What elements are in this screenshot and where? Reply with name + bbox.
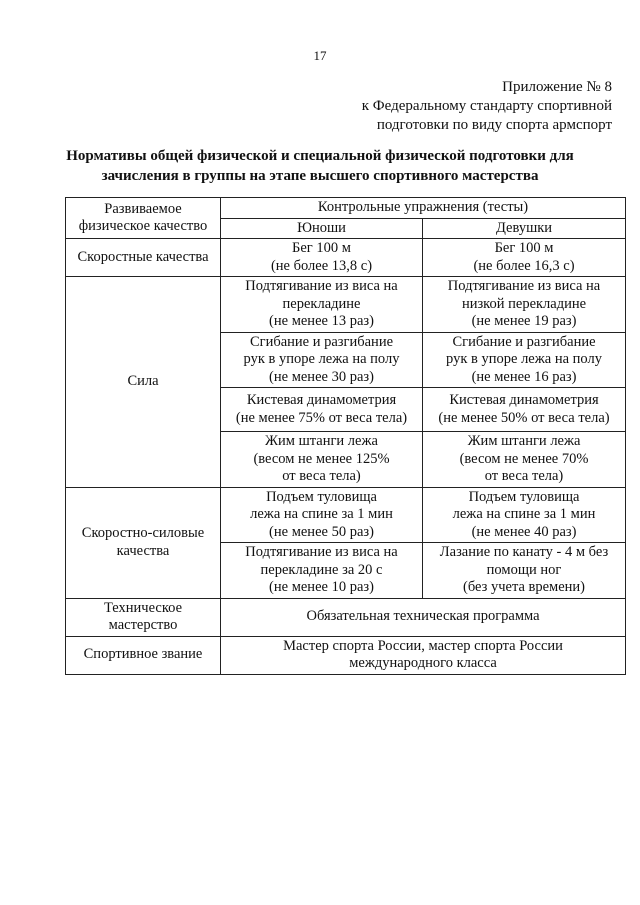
cell-line: Сгибание и разгибание [452, 333, 596, 350]
cell-line: (не менее 19 раз) [471, 313, 577, 329]
cell-line: Лазание по канату - 4 м без [439, 544, 609, 560]
speed-boys-cell [221, 239, 423, 277]
cell-line: Подтягивание из виса на [447, 278, 601, 294]
strength-girls-cell [423, 432, 626, 488]
cell-line: мастерство [108, 617, 178, 633]
speed-strength-boys-cell [221, 543, 423, 599]
page-number: 17 [313, 48, 327, 63]
quality-strength-cell: Сила [66, 277, 221, 488]
header-tests-cell: Контрольные упражнения (тесты) [221, 198, 626, 219]
cell-line: (не менее 30 раз) [269, 368, 374, 385]
header-boys-cell: Юноши [221, 218, 423, 239]
appendix-line: Приложение № 8 [502, 79, 612, 95]
strength-boys-cell [221, 388, 423, 432]
cell-line: качества [116, 542, 170, 559]
strength-girls-cell [423, 332, 626, 388]
standards-table [65, 197, 626, 675]
appendix-line: к Федеральному стандарту спортивной [361, 98, 612, 114]
cell-line: Бег 100 м [292, 240, 351, 256]
cell-line: низкой перекладине [461, 295, 587, 312]
cell-line: лежа на спине за 1 мин [452, 506, 596, 522]
strength-boys-cell [221, 432, 423, 488]
cell-line: (не менее 10 раз) [269, 579, 374, 595]
header-quality-text: Развиваемое [104, 200, 182, 217]
cell-line: помощи ног [486, 561, 562, 578]
technical-value-cell: Обязательная техническая программа [221, 598, 626, 636]
cell-line: Мастер спорта России, мастер спорта России [283, 637, 563, 654]
document-title [0, 146, 640, 186]
header-quality-text: физическое качество [78, 218, 208, 234]
cell-line: (не более 16,3 с) [473, 257, 575, 274]
strength-boys-cell [221, 332, 423, 388]
cell-line: Подтягивание из виса на [245, 544, 398, 560]
cell-line: Техническое [103, 599, 182, 616]
cell-line: Жим штанги лежа [265, 433, 378, 449]
cell-line: от веса тела) [282, 468, 361, 484]
appendix-line: подготовки по виду спорта армспорт [376, 117, 612, 133]
cell-line: (весом не менее 70% [459, 450, 589, 467]
cell-line: лежа на спине за 1 мин [250, 506, 393, 522]
speed-strength-girls-cell [423, 487, 626, 543]
cell-line: Кистевая динамометрия [246, 392, 397, 408]
rank-value-cell [221, 636, 626, 674]
cell-line: международного класса [349, 655, 497, 671]
cell-line: (весом не менее 125% [253, 450, 390, 467]
quality-speed-cell: Скоростные качества [66, 239, 221, 277]
cell-line: (не менее 50% от веса тела) [438, 409, 610, 426]
quality-speed-strength-cell [66, 487, 221, 598]
cell-line: (не менее 16 раз) [471, 368, 577, 385]
cell-line: Кистевая динамометрия [449, 392, 599, 408]
header-quality-cell [66, 198, 221, 239]
strength-boys-cell [221, 277, 423, 333]
cell-line: Скоростно-силовые [81, 525, 205, 541]
title-line: зачисления в группы на этапе высшего спортивного мастерства [101, 168, 539, 184]
strength-girls-cell [423, 277, 626, 333]
title-line: Нормативы общей физической и специальной физической подготовки для [66, 148, 574, 164]
cell-line: (не более 13,8 с) [270, 257, 373, 274]
cell-line: Подтягивание из виса на [245, 278, 398, 294]
cell-line: перекладине за 20 с [260, 561, 383, 578]
quality-rank-cell: Спортивное звание [66, 636, 221, 674]
cell-line: от веса тела) [484, 468, 564, 484]
speed-strength-boys-cell [221, 487, 423, 543]
appendix-header [362, 78, 612, 135]
cell-line: (не менее 50 раз) [269, 523, 374, 540]
cell-line: (не менее 40 раз) [471, 523, 577, 540]
strength-girls-cell [423, 388, 626, 432]
speed-girls-cell [423, 239, 626, 277]
cell-line: Подъем туловища [468, 488, 580, 505]
cell-line: (не менее 75% от веса тела) [235, 409, 408, 426]
cell-line: рук в упоре лежа на полу [446, 351, 602, 367]
cell-line: рук в упоре лежа на полу [243, 351, 400, 367]
speed-strength-girls-cell [423, 543, 626, 599]
cell-line: Бег 100 м [494, 240, 554, 256]
cell-line: Жим штанги лежа [467, 433, 581, 449]
quality-technical-cell [66, 598, 221, 636]
cell-line: (без учета времени) [462, 579, 586, 595]
cell-line: (не менее 13 раз) [269, 313, 374, 329]
cell-line: Сгибание и разгибание [249, 333, 394, 350]
cell-line: перекладине [282, 295, 361, 312]
header-girls-cell: Девушки [423, 218, 626, 239]
cell-line: Подъем туловища [266, 488, 377, 505]
